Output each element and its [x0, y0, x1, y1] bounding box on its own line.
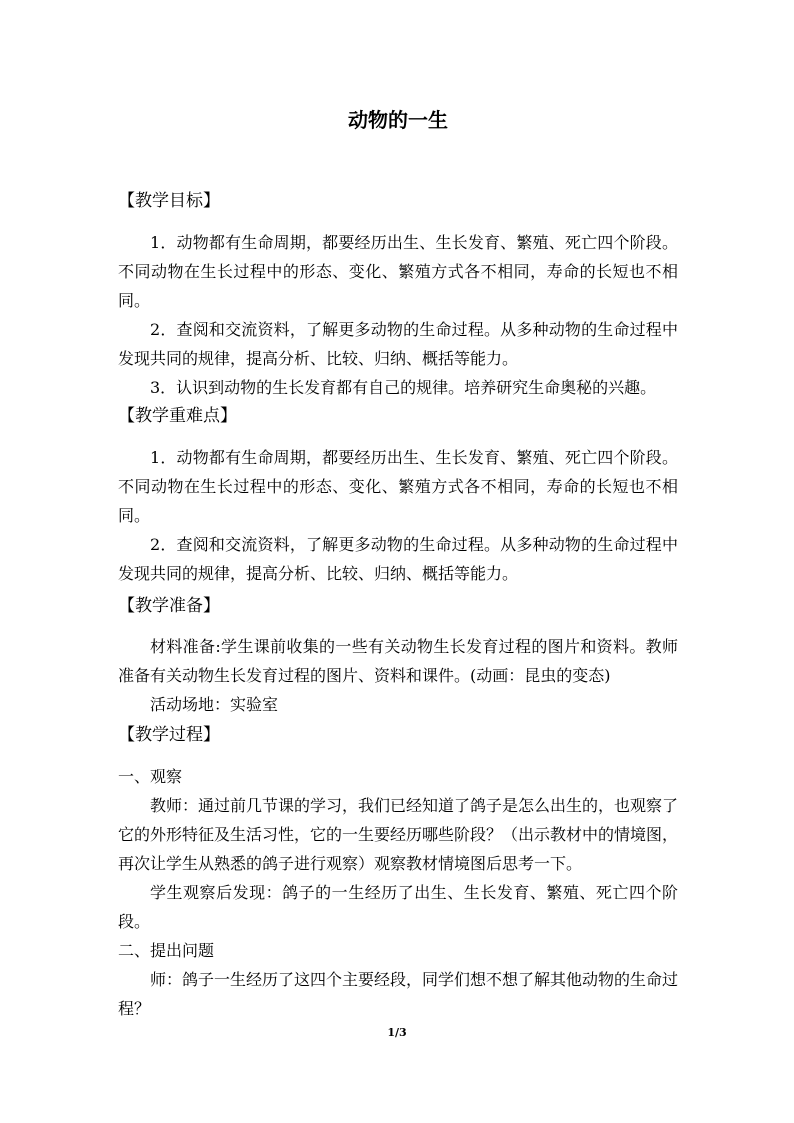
preparation-paragraph-1: 材料准备:学生课前收集的一些有关动物生长发育过程的图片和资料。教师准备有关动物生长发育过程的图片、资料和课件。(动画：昆虫的变态): [118, 637, 678, 685]
process-part-1-paragraph-1: 教师：通过前几节课的学习，我们已经知道了鸽子是怎么出生的，也观察了它的外形特征及生活习性，它的一生要经历哪些阶段？（出示教材中的情境图，再次让学生从熟悉的鸽子进行观察）观察教材情境图后思考一下。: [118, 796, 679, 873]
goals-paragraph-2: 2．查阅和交流资料，了解更多动物的生命过程。从多种动物的生命过程中发现共同的规律，提高分析、比较、归纳、概括等能力。: [118, 320, 678, 368]
key-points-paragraph-1: 1．动物都有生命周期，都要经历出生、生长发育、繁殖、死亡四个阶段。不同动物在生长过程中的形态、变化、繁殖方式各不相同，寿命的长短也不相同。: [118, 448, 678, 525]
section-heading-key-points: 【教学重难点】: [118, 406, 237, 426]
preparation-paragraph-2: 活动场地：实验室: [150, 695, 279, 714]
page-number: 1/3: [387, 1026, 407, 1039]
section-heading-preparation: 【教学准备】: [118, 596, 220, 616]
document-title: 动物的一生: [348, 108, 448, 132]
goals-paragraph-3: 3．认识到动物的生长发育都有自己的规律。培养研究生命奥秘的兴趣。: [150, 378, 657, 397]
goals-paragraph-1: 1．动物都有生命周期，都要经历出生、生长发育、繁殖、死亡四个阶段。不同动物在生长过程中的形态、变化、繁殖方式各不相同，寿命的长短也不相同。: [118, 233, 678, 310]
process-part-2-title: 二、提出问题: [118, 941, 215, 960]
key-points-paragraph-2: 2．查阅和交流资料，了解更多动物的生命过程。从多种动物的生命过程中发现共同的规律，提高分析、比较、归纳、概括等能力。: [118, 535, 678, 583]
process-part-1-title: 一、观察: [118, 767, 183, 786]
process-part-2-paragraph-1: 师：鸽子一生经历了这四个主要经段，同学们想不想了解其他动物的生命过程？: [118, 970, 679, 1018]
process-part-1-paragraph-2: 学生观察后发现：鸽子的一生经历了出生、生长发育、繁殖、死亡四个阶段。: [118, 883, 678, 931]
section-heading-goals: 【教学目标】: [118, 191, 220, 211]
section-heading-process: 【教学过程】: [118, 725, 220, 745]
